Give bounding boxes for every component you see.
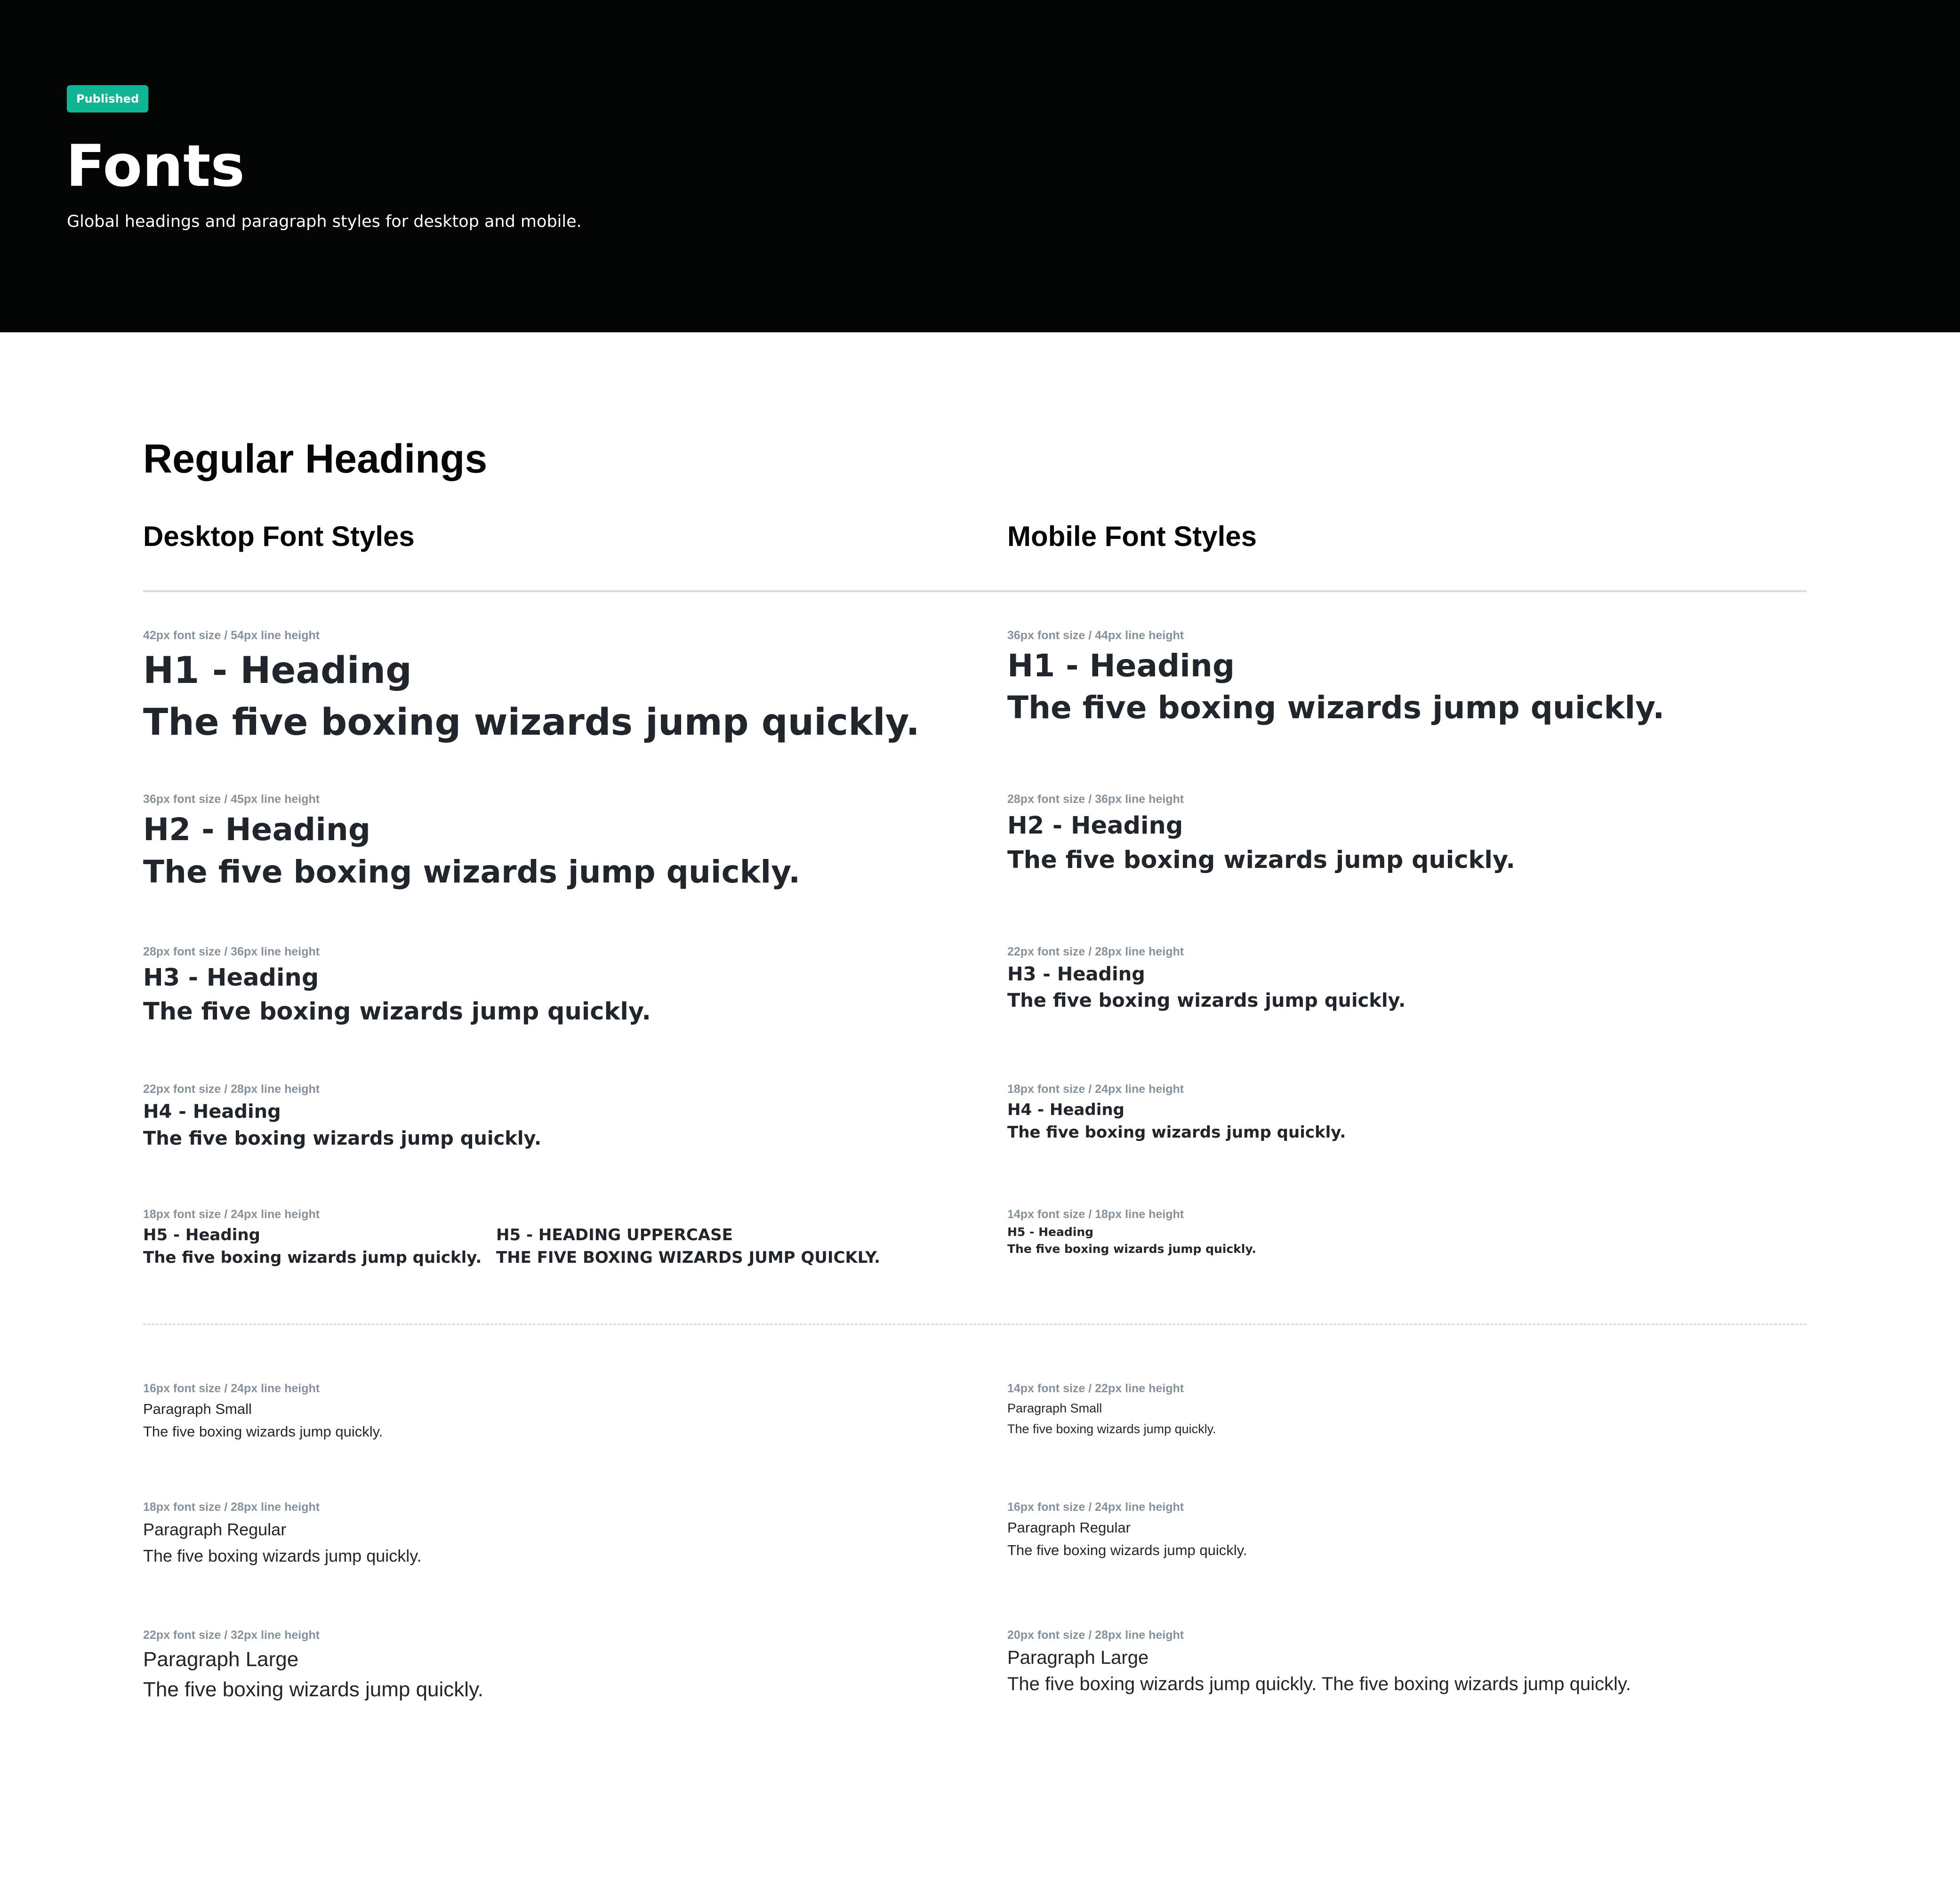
desktop-h5-uppercase-sample (496, 1224, 880, 1269)
heading-sample-text: The five boxing wizards jump quickly. (1007, 846, 1515, 874)
mobile-h3-sample (1007, 942, 1406, 1014)
status-badge: Published (67, 85, 148, 112)
mobile-h4-sample (1007, 1080, 1346, 1144)
font-spec-label: 22px font size / 32px line height (143, 1628, 320, 1642)
desktop-paragraph-regular-sample (143, 1498, 422, 1569)
paragraph-label: Paragraph Small (143, 1401, 252, 1417)
font-spec-label: 36px font size / 45px line height (143, 793, 320, 806)
paragraph-sample-text: The five boxing wizards jump quickly. (143, 1678, 484, 1701)
font-spec-label: 18px font size / 24px line height (1007, 1083, 1184, 1096)
font-spec-label: 20px font size / 28px line height (1007, 1628, 1184, 1642)
paragraph-label: Paragraph Large (1007, 1647, 1149, 1668)
heading-label: H5 - Heading (143, 1226, 260, 1244)
paragraph-sample-text: The five boxing wizards jump quickly. (143, 1423, 383, 1440)
mobile-h2-sample (1007, 790, 1515, 877)
desktop-h1-sample (143, 626, 920, 748)
mobile-column-title: Mobile Font Styles (1007, 521, 1257, 552)
heading-label: H4 - Heading (1007, 1100, 1125, 1119)
page-title: Fonts (66, 133, 245, 200)
heading-label: H5 - HEADING UPPERCASE (496, 1226, 733, 1244)
section-title: Regular Headings (143, 436, 488, 481)
desktop-h5-sample (143, 1205, 482, 1269)
font-spec-label: 16px font size / 24px line height (143, 1382, 320, 1395)
desktop-h2-sample (143, 790, 800, 893)
font-spec-label: 42px font size / 54px line height (143, 629, 320, 642)
desktop-paragraph-large-sample (143, 1626, 483, 1705)
desktop-paragraph-small-sample (143, 1379, 383, 1443)
font-spec-label: 16px font size / 24px line height (1007, 1500, 1184, 1514)
heading-label: H2 - Heading (143, 811, 371, 848)
paragraph-sample-text: The five boxing wizards jump quickly. (143, 1546, 422, 1565)
desktop-h3-sample (143, 942, 651, 1029)
mobile-paragraph-small-sample (1007, 1379, 1216, 1439)
font-spec-label: 18px font size / 24px line height (143, 1208, 320, 1221)
font-spec-label: 28px font size / 36px line height (1007, 793, 1184, 806)
font-spec-label: 22px font size / 28px line height (143, 1083, 320, 1096)
paragraph-label: Paragraph Regular (143, 1520, 287, 1539)
font-spec-label: 36px font size / 44px line height (1007, 629, 1184, 642)
desktop-column-title: Desktop Font Styles (143, 521, 415, 552)
heading-sample-text: The five boxing wizards jump quickly. (1007, 1242, 1256, 1256)
heading-sample-text: The five boxing wizards jump quickly. (143, 998, 651, 1026)
mobile-paragraph-large-sample (1007, 1626, 1631, 1697)
heading-label: H2 - Heading (1007, 812, 1183, 840)
paragraph-label: Paragraph Small (1007, 1401, 1102, 1415)
mobile-paragraph-regular-sample (1007, 1498, 1247, 1562)
paragraph-sample-text: The five boxing wizards jump quickly. (1007, 1422, 1216, 1436)
font-spec-label: 28px font size / 36px line height (143, 945, 320, 958)
heading-sample-text: The five boxing wizards jump quickly. (143, 1128, 542, 1149)
font-spec-label: 18px font size / 28px line height (143, 1500, 320, 1514)
font-spec-label: 14px font size / 18px line height (1007, 1208, 1184, 1221)
heading-sample-text: The five boxing wizards jump quickly. (1007, 990, 1406, 1011)
paragraph-sample-text: The five boxing wizards jump quickly. (1007, 1542, 1247, 1558)
heading-label: H1 - Heading (1007, 648, 1235, 684)
page-header (0, 0, 1960, 332)
heading-label: H3 - Heading (1007, 963, 1145, 985)
heading-label: H5 - Heading (1007, 1225, 1094, 1239)
paragraph-sample-text: The five boxing wizards jump quickly. The five boxing wizards jump quickly. (1007, 1674, 1631, 1694)
heading-sample-text: The five boxing wizards jump quickly. (143, 1248, 482, 1267)
heading-sample-text: The five boxing wizards jump quickly. (143, 854, 801, 890)
page-subtitle: Global headings and paragraph styles for desktop and mobile. (67, 212, 582, 231)
heading-sample-text: The five boxing wizards jump quickly. (143, 701, 920, 744)
paragraph-divider (143, 1324, 1807, 1325)
heading-label: H1 - Heading (143, 650, 412, 692)
paragraph-label: Paragraph Regular (1007, 1519, 1131, 1536)
desktop-h4-sample (143, 1080, 541, 1152)
heading-label: H3 - Heading (143, 964, 319, 992)
font-spec-label: 22px font size / 28px line height (1007, 945, 1184, 958)
heading-sample-text: The five boxing wizards jump quickly. (1007, 690, 1665, 726)
section-divider (143, 590, 1807, 592)
mobile-h1-sample (1007, 626, 1664, 729)
paragraph-label: Paragraph Large (143, 1648, 299, 1671)
mobile-h5-sample (1007, 1205, 1256, 1258)
heading-sample-text: THE FIVE BOXING WIZARDS JUMP QUICKLY. (496, 1248, 881, 1267)
heading-sample-text: The five boxing wizards jump quickly. (1007, 1123, 1346, 1142)
font-spec-label: 14px font size / 22px line height (1007, 1382, 1184, 1395)
heading-label: H4 - Heading (143, 1101, 281, 1123)
